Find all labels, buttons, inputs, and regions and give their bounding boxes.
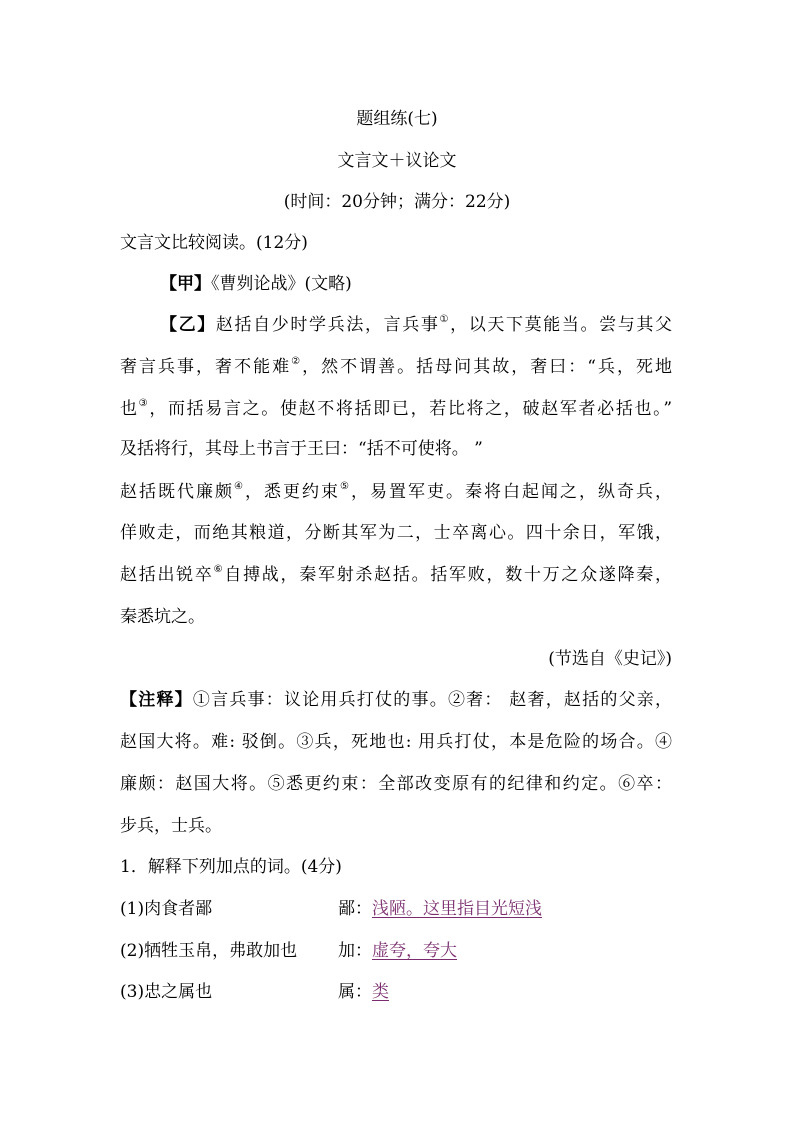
section-heading: 文言文比较阅读。(12分) [120, 233, 308, 253]
yi-text: 赵括自少时学兵法，言兵事 [215, 315, 440, 335]
question-word: 鄙： [338, 899, 372, 919]
question-phrase: (2)牺牲玉帛，弗敢加也 [120, 941, 298, 961]
passage-yi-line-5 [120, 481, 672, 503]
page-title: 题组练(七) [356, 109, 438, 129]
notes-line-2: 赵国大将。难: 驳倒。③兵，死地也: 用兵打仗，本是危险的场合。④ [120, 732, 672, 752]
question-phrase: (1)肉食者鄙 [120, 899, 213, 919]
question-prompt: 1．解释下列加点的词。(4分) [120, 857, 342, 877]
notes-line-3: 廉颇：赵国大将。⑤悉更约束：全部改变原有的纪律和约定。⑥卒： [120, 774, 672, 794]
yi-text: ，以天下莫能当。尝与其父 [450, 315, 673, 335]
yi-text: 赵括既代廉颇 [120, 482, 235, 502]
yi-tag: 【乙】 [160, 315, 216, 335]
passage-yi-line-8: 秦悉坑之。 [120, 607, 205, 627]
answer-text: 类 [372, 982, 389, 1002]
question-phrase: (3)忠之属也 [120, 982, 213, 1002]
yi-text: 自搏战，秦军射杀赵括。括军败，数十万之众遂降秦， [224, 565, 673, 585]
answer-text: 虚夸，夸大 [372, 941, 457, 961]
notes-line-4: 步兵，士兵。 [120, 816, 222, 836]
notes-line-1 [120, 689, 672, 711]
note-ref: ④ [234, 481, 245, 492]
passage-yi-line-1 [160, 314, 672, 336]
note-ref: ⑤ [340, 481, 351, 492]
question-item [120, 981, 672, 1003]
note-ref: ① [439, 314, 451, 325]
question-word: 属： [338, 982, 372, 1002]
answer-text: 浅陋。这里指目光短浅 [372, 899, 542, 919]
yi-text: 也 [120, 399, 139, 419]
yi-text: ，悉更约束 [244, 482, 340, 502]
notes-text: ①言兵事：议论用兵打仗的事。②奢： 赵奢，赵括的父亲， [192, 690, 673, 710]
passage-yi-line-2 [120, 356, 672, 378]
notes-tag: 【注释】 [120, 690, 193, 710]
note-ref: ③ [138, 398, 150, 409]
source-citation: (节选自《史记》) [548, 649, 672, 669]
question-item [120, 898, 672, 920]
passage-jia [160, 273, 352, 295]
yi-text: ，易置军吏。秦将白起闻之，纵奇兵， [350, 482, 673, 502]
jia-text: 《曹刿论战》(文略) [211, 274, 352, 294]
yi-text: 奢言兵事，奢不能难 [120, 357, 292, 377]
yi-text: ，而括易言之。使赵不将括即已，若比将之，破赵军者必括也。” [149, 399, 673, 419]
passage-yi-line-6: 佯败走，而绝其粮道，分断其军为二，士卒离心。四十余日，军饿， [120, 523, 672, 543]
note-ref: ⑥ [213, 564, 225, 575]
page-subtitle: 文言文＋议论文 [337, 151, 457, 171]
jia-tag: 【甲】 [160, 274, 211, 294]
note-ref: ② [291, 356, 303, 367]
yi-text: ，然不谓善。括母问其故，奢曰：“兵，死地 [302, 357, 672, 377]
question-word: 加： [338, 941, 372, 961]
yi-text: 赵括出锐卒 [120, 565, 214, 585]
question-item [120, 940, 672, 962]
passage-yi-line-4: 及括将行，其母上书言于王曰：“括不可使将。 ” [120, 439, 483, 459]
passage-yi-line-3 [120, 398, 672, 420]
passage-yi-line-7 [120, 564, 672, 586]
time-score-meta: (时间：20分钟；满分：22分) [283, 192, 511, 212]
